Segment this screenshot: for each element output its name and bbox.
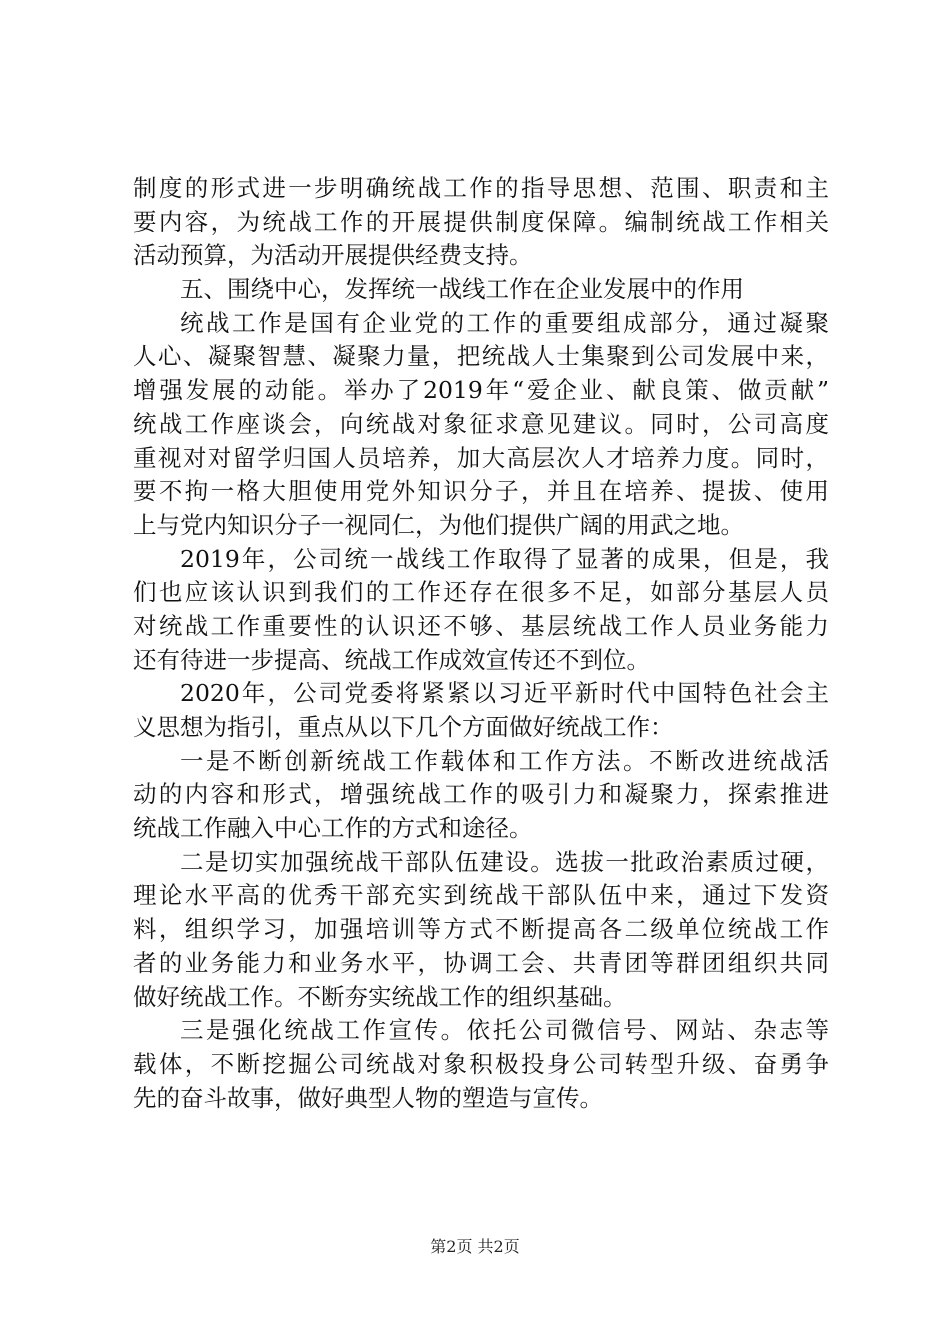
text-line: 上与党内知识分子一视同仁，为他们提供广阔的用武之地。 bbox=[133, 510, 744, 539]
text-line: 制度的形式进一步明确统战工作的指导思想、范围、职责和主 bbox=[133, 174, 829, 202]
text-line: 重视对对留学归国人员培养，加大高层次人才培养力度。同时， bbox=[133, 443, 829, 472]
text-line: 动的内容和形式，增强统战工作的吸引力和凝聚力，探索推进 bbox=[133, 780, 829, 809]
text-line: 还有待进一步提高、统战工作成效宣传还不到位。 bbox=[133, 645, 650, 674]
text-line: 统战工作是国有企业党的工作的重要组成部分，通过凝聚 bbox=[180, 308, 829, 337]
text-line: 们也应该认识到我们的工作还存在很多不足，如部分基层人员 bbox=[133, 578, 829, 607]
text-line: 料，组织学习，加强培训等方式不断提高各二级单位统战工作 bbox=[133, 915, 829, 944]
document-body bbox=[133, 172, 829, 1115]
text-line: 者的业务能力和业务水平，协调工会、共青团等群团组织共同 bbox=[133, 948, 829, 977]
text-line: 统战工作座谈会，向统战对象征求意见建议。同时，公司高度 bbox=[133, 409, 829, 438]
text-line: 对统战工作重要性的认识还不够、基层统战工作人员业务能力 bbox=[133, 611, 829, 640]
text-line: 载体，不断挖掘公司统战对象积极投身公司转型升级、奋勇争 bbox=[133, 1049, 829, 1078]
text-line: 要不拘一格大胆使用党外知识分子，并且在培养、提拔、使用 bbox=[133, 477, 829, 506]
text-line: 活动预算，为活动开展提供经费支持。 bbox=[133, 241, 533, 270]
text-line: 五、围绕中心，发挥统一战线工作在企业发展中的作用 bbox=[180, 275, 744, 304]
text-line: 要内容，为统战工作的开展提供制度保障。编制统战工作相关 bbox=[133, 207, 829, 236]
text-line: 2020年，公司党委将紧紧以习近平新时代中国特色社会主 bbox=[180, 679, 829, 708]
text-line: 先的奋斗故事，做好典型人物的塑造与宣传。 bbox=[133, 1083, 603, 1112]
page-footer: 第2页 共2页 bbox=[430, 1237, 520, 1256]
text-line: 统战工作融入中心工作的方式和途径。 bbox=[133, 814, 533, 843]
text-line: 理论水平高的优秀干部充实到统战干部队伍中来，通过下发资 bbox=[133, 881, 829, 910]
text-line: 三是强化统战工作宣传。依托公司微信号、网站、杂志等 bbox=[180, 1016, 829, 1045]
text-line: 增强发展的动能。举办了2019年“爱企业、献良策、做贡献” bbox=[133, 376, 829, 405]
text-line: 二是切实加强统战干部队伍建设。选拔一批政治素质过硬， bbox=[180, 847, 829, 876]
text-line: 2019年，公司统一战线工作取得了显著的成果，但是，我 bbox=[180, 544, 829, 573]
text-line: 义思想为指引，重点从以下几个方面做好统战工作： bbox=[133, 713, 674, 741]
text-line: 人心、凝聚智慧、凝聚力量，把统战人士集聚到公司发展中来， bbox=[133, 342, 829, 371]
text-line: 一是不断创新统战工作载体和工作方法。不断改进统战活 bbox=[180, 746, 829, 775]
text-line: 做好统战工作。不断夯实统战工作的组织基础。 bbox=[133, 982, 627, 1011]
